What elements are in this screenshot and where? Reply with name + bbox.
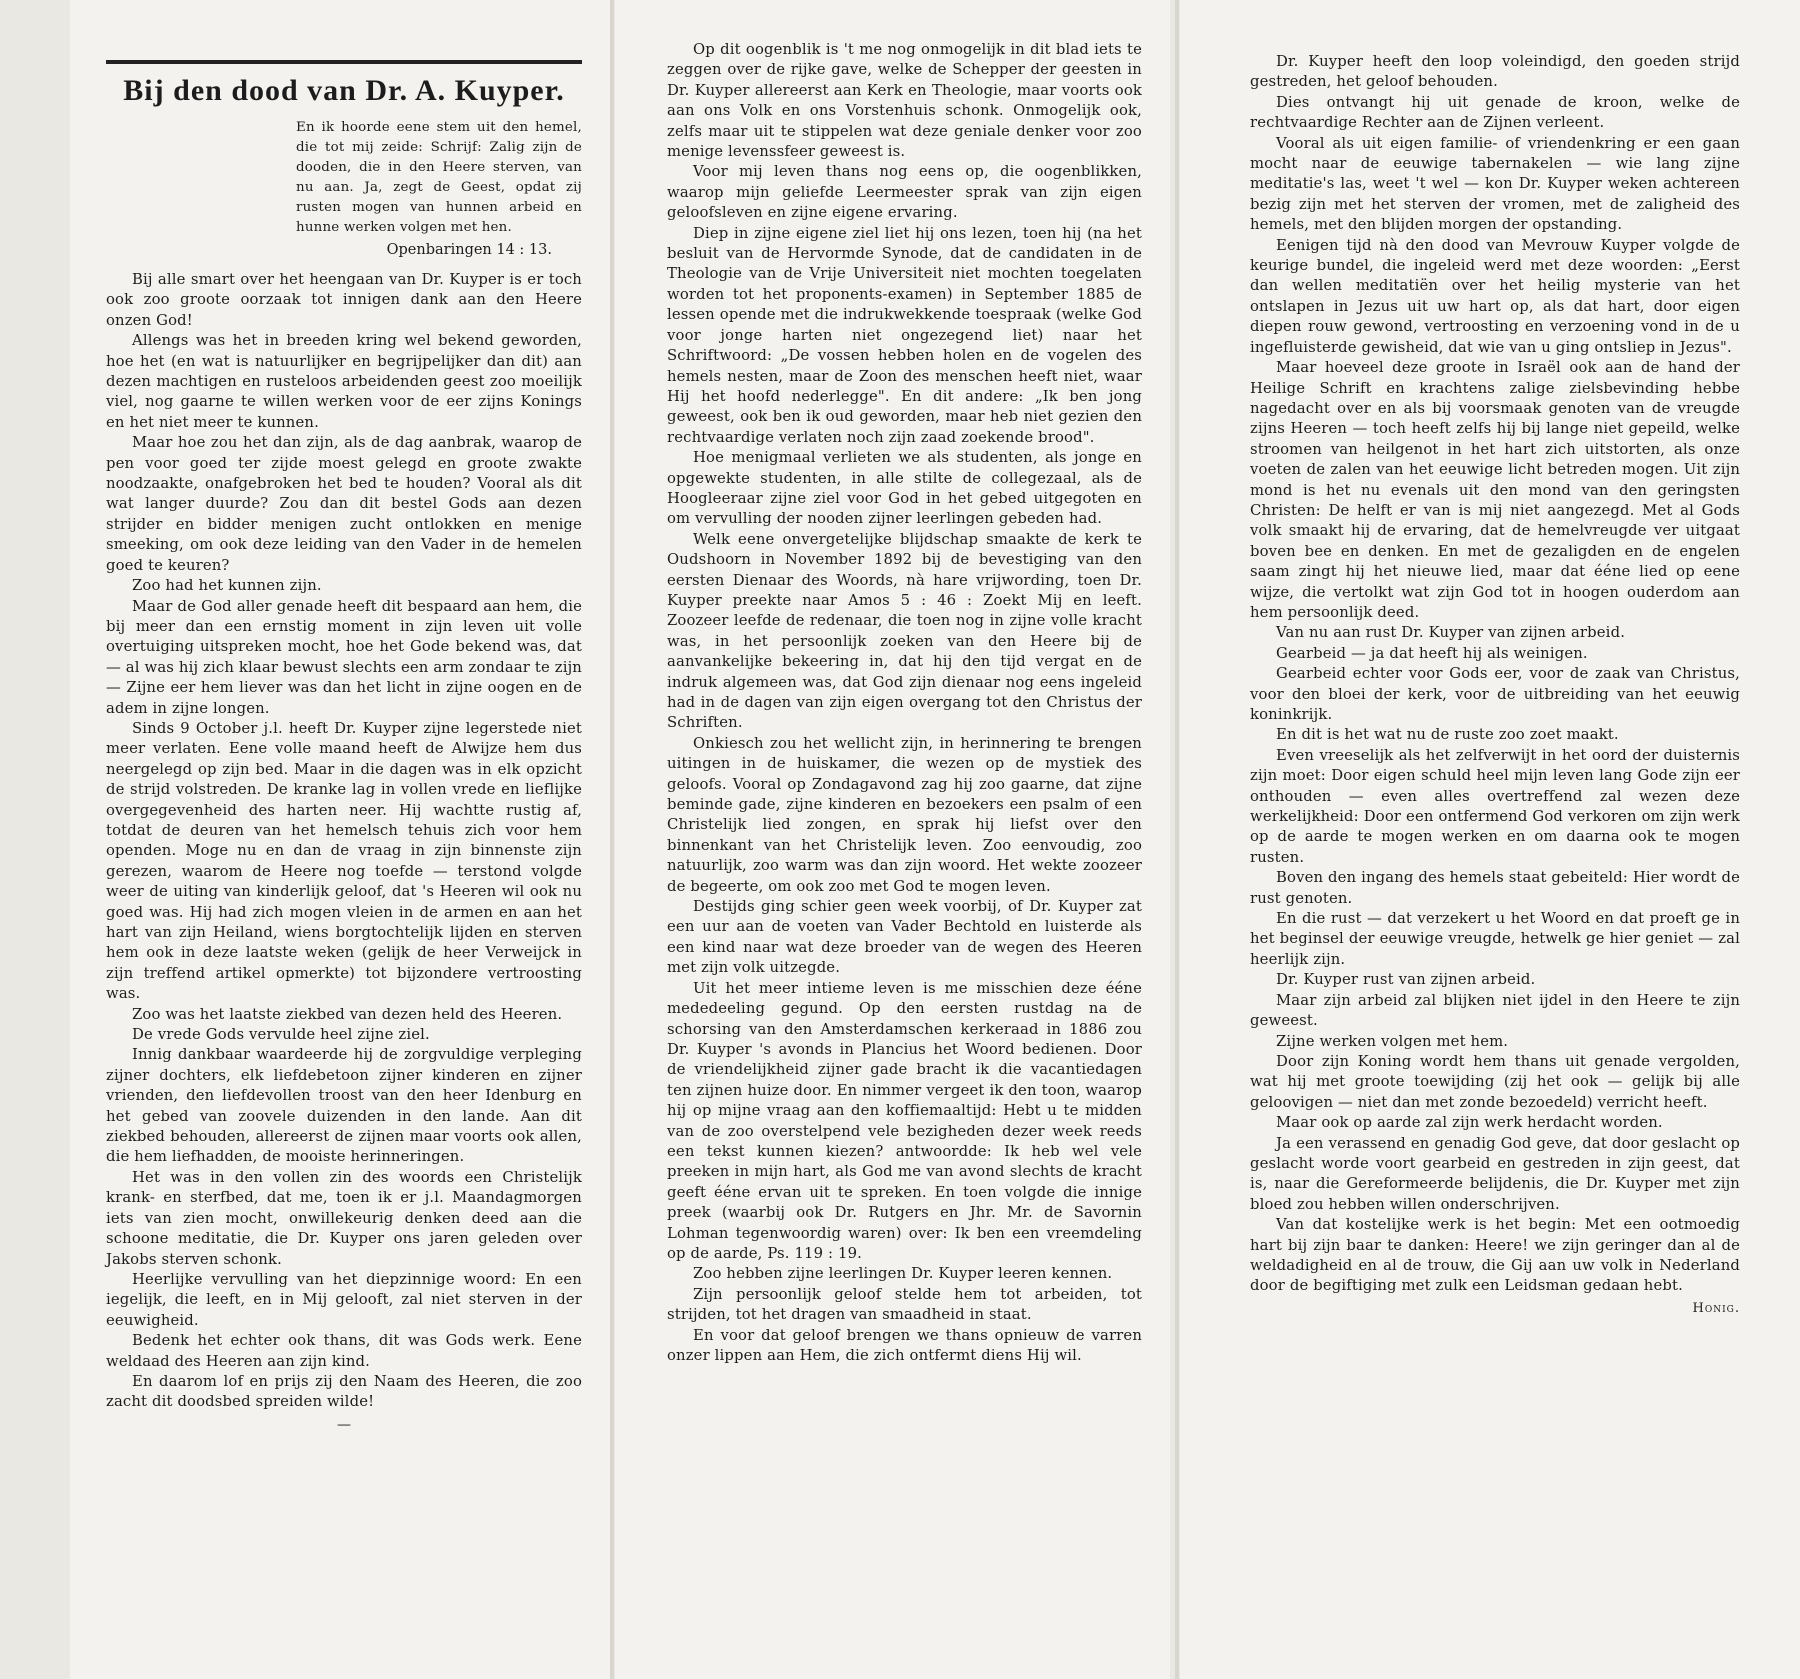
paragraph: En die rust — dat verzekert u het Woord en dat proeft ge in het beginsel der eeuwige vreugde, hetwelk ge hier geniet — zal heerlijk zijn. [1250,910,1740,968]
paragraph: Ja een verassend en genadig God geve, dat door geslacht op geslacht worde voort gearbeid en gestreden in zijn geest, dat is, naar die Gereformeerde belijdenis, die Dr. Kuyper met zijn bloed zou hebben willen onderschrijven. [1250,1134,1740,1213]
page-seam [610,0,614,1679]
paragraph: Maar de God aller genade heeft dit bespaard aan hem, die bij meer dan een ernstig moment in zijn leven uit volle overtuiging uitspreken mocht, hoe het Gode bekend was, dat — al was hij zich klaar bewust slechts een arm zondaar te zijn — Zijne eer hem liever was dan het licht in zijne oogen en de adem in zijne longen. [106,597,582,717]
paragraph: Maar hoeveel deze groote in Israël ook aan de hand der Heilige Schrift en krachtens zalige zielsbevinding hebbe nagedacht over en als bij voorsmaak genoten van de vreugde zijns Heeren — toch heeft zelfs hij bij lange niet gepeild, welke stroomen van heilgenot in het hart zich uitstorten, als onze voeten de zalen van het eeuwige licht betreden mogen. Uit zijn mond is het nu evenals uit den mond van den geringsten Christen: De helft er van is mij niet aangezegd. Met al Gods volk smaakt hij de ervaring, dat de hemelvreugde ver uitgaat boven bee en denken. En met de gezaligden en de engelen saam zingt hij het nieuwe lied, maar dat ééne lied op eene wijze, die vertolkt wat zijn God tot in hoogen ouderdom aan hem persoonlijk deed. [1250,359,1740,621]
paragraph: Boven den ingang des hemels staat gebeiteld: Hier wordt de rust genoten. [1250,869,1740,907]
paragraph: Heerlijke vervulling van het diepzinnige woord: En een iegelijk, die leeft, en in Mij gelooft, zal niet sterven in der eeuwigheid. [106,1270,582,1329]
paragraph: Dr. Kuyper rust van zijnen arbeid. [1276,971,1536,989]
page-seam [1175,0,1179,1679]
paragraph: Welk eene onvergetelijke blijdschap smaakte de kerk te Oudshoorn in November 1892 bij de bevestiging van den eersten Dienaar des Woords, nà hare vrijwording, toen Dr. Kuyper preekte naar Amos 5 : 46 : Zoekt Mij en leeft. Zoozeer leefde de redenaar, die toen nog in zijne volle kracht was, in het persoonlijk zoeken van den Heere bij de aanvankelijke bekeering in, dat hij den tijd vergat en de indruk algemeen was, dat God zijn dienaar nog eens ingeleid had in de dagen van zijn eigen overgang tot den Christus der Schriften. [667,530,1142,732]
section-dash: — [337,1416,351,1433]
paragraph: Gearbeid echter voor Gods eer, voor de zaak van Christus, voor den bloei der kerk, voor de uitbreiding van het eeuwig koninkrijk. [1250,665,1740,723]
motto-quote: En ik hoorde eene stem uit den hemel, die tot mij zeide: Schrijf: Zalig zijn de dooden, die in den Heere sterven, van nu aan. Ja, zegt de Geest, opdat zij rusten mogen van hunnen arbeid en hunne werken volgen met hen. [296,120,582,235]
paragraph: Zoo hebben zijne leerlingen Dr. Kuyper leeren kennen. [693,1265,1113,1283]
paragraph: Allengs was het in breeden kring wel bekend geworden, hoe het (en wat is natuurlijker en begrijpelijker dan dit) aan dezen machtigen en rusteloos arbeidenden geest zoo moeilijk viel, nog gaarne te willen werken voor de eer zijns Konings en het niet meer te kunnen. [106,332,582,431]
paragraph: Eenigen tijd nà den dood van Mevrouw Kuyper volgde de keurige bundel, die ingeleid werd met deze woorden: „Eerst dan wellen meditatiën over het heilig mysterie van het ontslapen in Jezus uit uw hart op, als dat hart, door eigen diepen rouw gewond, vertroosting en verzoening vond in de u ingefluisterde gewisheid, dat wie van u ging ontsliep in Jezus". [1250,236,1740,356]
paragraph: Zoo was het laatste ziekbed van dezen held des Heeren. [132,1005,563,1023]
paragraph: En dit is het wat nu de ruste zoo zoet maakt. [1276,726,1619,744]
paragraph: Dies ontvangt hij uit genade de kroon, welke de rechtvaardige Rechter aan de Zijnen verleent. [1250,93,1740,132]
paragraph: En voor dat geloof brengen we thans opnieuw de varren onzer lippen aan Hem, die zich ontfermt diens Hij wil. [667,1326,1142,1364]
paragraph: Maar ook op aarde zal zijn werk herdacht worden. [1276,1114,1663,1132]
column-2 [615,0,1170,1679]
paragraph: Het was in den vollen zin des woords een Christelijk krank- en sterfbed, dat me, toen ik er j.l. Maandagmorgen iets van zien mocht, onwillekeurig denken deed aan die schoone meditatie, die Dr. Kuyper ons jaren geleden over Jakobs sterven schonk. [106,1168,582,1268]
paragraph: Even vreeselijk als het zelfverwijt in het oord der duisternis zijn moet: Door eigen schuld heel mijn leven lang Gode zijn eer onthouden — even alles overtreffend zal wezen deze werkelijkheid: Door een ontfermend God verkoren om zijn werk op de aarde te mogen werken en om daarna ook te mogen rusten. [1250,746,1740,866]
paragraph: Zoo had het kunnen zijn. [132,577,322,595]
paragraph: Van nu aan rust Dr. Kuyper van zijnen arbeid. [1276,624,1626,642]
paragraph: Bedenk het echter ook thans, dit was Gods werk. Eene weldaad des Heeren aan zijn kind. [106,1332,582,1370]
paragraph: Gearbeid — ja dat heeft hij als weinigen. [1276,644,1588,662]
paragraph: Innig dankbaar waardeerde hij de zorgvuldige verpleging zijner dochters, elk liefdebetoon zijner kinderen en zijner vrienden, den liefdevollen troost van den heer Idenburg en het gebed van zoovele duizenden in den lande. Aan dit ziekbed behouden, allereerst de zijnen maar voorts ook allen, die hem liefhadden, de mooiste herinneringen. [106,1046,582,1166]
paragraph: Vooral als uit eigen familie- of vriendenkring er een gaan mocht naar de eeuwige tabernakelen — wie lang zijne meditatie's las, weet 't wel — kon Dr. Kuyper weken achtereen bezig zijn met het sterven der vromen, met de zaligheid des hemels, met den blijden morgen der opstanding. [1250,134,1740,234]
paragraph: Dr. Kuyper heeft den loop voleindigd, den goeden strijd gestreden, het geloof behouden. [1250,53,1740,91]
paragraph: Van dat kostelijke werk is het begin: Met een ootmoedig hart bij zijn baar te danken: Heere! we zijn geringer dan al de weldadigheid en al de trouw, die Gij aan uw volk in Nederland door de begiftiging met zulk een Leidsman gedaan hebt. [1250,1216,1740,1295]
article-title: Bij den dood van Dr. A. Kuyper. [123,74,565,107]
column-3 [1180,0,1800,1679]
author-signature: Honig. [1692,1300,1740,1316]
paragraph: Maar hoe zou het dan zijn, als de dag aanbrak, waarop de pen voor goed ter zijde moest gelegd en groote zwakte noodzaakte, onafgebroken het bed te houden? Vooral als dit wat langer duurde? Zou dan dit bestel Gods aan dezen strijder en bidder menigen zucht ontlokken en menige smeeking, om ook deze leiding van den Vader in de hemelen goed te keuren? [106,434,582,574]
paragraph: Op dit oogenblik is 't me nog onmogelijk in dit blad iets te zeggen over de rijke gave, welke de Schepper der geesten in Dr. Kuyper allereerst aan Kerk en Theologie, maar voorts ook aan ons Volk en ons Vorstenhuis schonk. Onmogelijk ook, zelfs maar uit te stippelen wat deze geniale denker voor zoo menige levenssfeer geweest is. [667,41,1142,161]
paragraph: Door zijn Koning wordt hem thans uit genade vergolden, wat hij met groote toewijding (zij het ook — gelijk bij alle geloovigen — niet dan met zonde bezoedeld) verricht heeft. [1250,1052,1740,1111]
title-rule [106,60,582,64]
paragraph: Zijn persoonlijk geloof stelde hem tot arbeiden, tot strijden, tot het dragen van smaadheid in staat. [667,1285,1142,1324]
paragraph: Uit het meer intieme leven is me misschien deze ééne mededeeling gegund. Op den eersten rustdag na de schorsing van den Amsterdamschen kerkeraad in 1886 zou Dr. Kuyper 's avonds in Plancius het Woord bedienen. Door de vriendelijkheid zijner gade bracht ik die vacantiedagen ten zijnen huize door. En nimmer vergeet ik den toon, waarop hij op mijne vraag aan den koffiemaaltijd: Hebt u te midden van de zoo overstelpend vele bezigheden dezer week reeds een tekst kunnen kiezen? antwoordde: Ik heb wel vele preeken in mijn hart, als God me van avond slechts de kracht geeft ééne ervan uit te spreken. En toen volgde die innige preek (waarbij ook Dr. Rutgers en Jhr. Mr. de Savornin Lohman tegenwoordig waren) over: Ik ben een vreemdeling op de aarde, Ps. 119 : 19. [667,979,1142,1262]
paragraph: Hoe menigmaal verlieten we als studenten, als jonge en opgewekte studenten, in alle stilte de collegezaal, als de Hoogleeraar zijne ziel voor God in het gebed uitgegoten en om vervulling der nooden zijner leerlingen gebeden had. [667,449,1142,528]
paragraph: Onkiesch zou het wellicht zijn, in herinnering te brengen uitingen in de huiskamer, die wezen op de mystiek des geloofs. Vooral op Zondagavond zag hij zoo gaarne, dat zijne beminde gade, zijne kinderen en bezoekers een psalm of een Christelijk lied zongen, en sprak hij liefst over den binnenkant van het Christelijk leven. Zoo eenvoudig, zoo natuurlijk, zoo warm was dan zijn woord. Het wekte zoozeer de begeerte, om ook zoo met God te mogen leven. [667,734,1142,895]
paragraph: Sinds 9 October j.l. heeft Dr. Kuyper zijne legerstede niet meer verlaten. Eene volle maand heeft de Alwijze hem dus neergelegd op zijn bed. Maar in die dagen was in elk opzicht de strijd volstreden. De kranke lag in vollen vrede en lieflijke overgegevenheid des harten neer. Hij wachtte rustig af, totdat de deuren van het hemelsch tehuis zich voor hem openden. Moge nu en dan de vraag in zijn binnenste zijn gerezen, waarom de Heere nog toefde — terstond volgde weer de uiting van kinderlijk geloof, dat 's Heeren wil ook nu goed was. Hij had zich mogen vleien in de armen en aan het hart van zijn Heiland, wiens borgtochtelijk lijden en sterven hem ook in deze laatste weken (gelijk de heer Verweijck in zijn treffend artikel opmerkte) tot bijzondere vertroosting was. [106,719,582,1003]
paragraph: En daarom lof en prijs zij den Naam des Heeren, die zoo zacht dit doodsbed spreiden wilde! [106,1372,582,1411]
motto-source: Openbaringen 14 : 13. [386,242,552,258]
paragraph: De vrede Gods vervulde heel zijne ziel. [132,1026,430,1044]
paragraph: Destijds ging schier geen week voorbij, of Dr. Kuyper zat een uur aan de voeten van Vader Bechtold en luisterde als een kind naar wat deze broeder van de wegen des Heeren met zijn volk uitzegde. [667,898,1142,977]
column-1 [70,0,610,1679]
paragraph: Maar zijn arbeid zal blijken niet ijdel in den Heere te zijn geweest. [1250,991,1740,1030]
paragraph: Voor mij leven thans nog eens op, die oogenblikken, waarop mijn geliefde Leermeester sprak van zijn eigen geloofsleven en zijne eigene ervaring. [667,163,1142,222]
paragraph: Zijne werken volgen met hem. [1276,1032,1509,1050]
paragraph: Bij alle smart over het heengaan van Dr. Kuyper is er toch ook zoo groote oorzaak tot innigen dank aan den Heere onzen God! [106,271,582,329]
paragraph: Diep in zijne eigene ziel liet hij ons lezen, toen hij (na het besluit van de Hervormde Synode, dat de candidaten in de Theologie van de Vrije Universiteit niet mochten toegelaten worden tot het proponents-examen) in September 1885 de lessen opende met die indrukwekkende toespraak (welke God voor jonge harten niet ongezegend liet) naar het Schriftwoord: „De vossen hebben holen en de vogelen des hemels nesten, maar de Zoon des menschen heeft niet, waar Hij het hoofd nederlegge". En dit andere: „Ik ben jong geweest, ook ben ik oud geworden, maar heb niet gezien den rechtvaardige verlaten noch zijn zaad zoekende brood". [667,224,1142,446]
